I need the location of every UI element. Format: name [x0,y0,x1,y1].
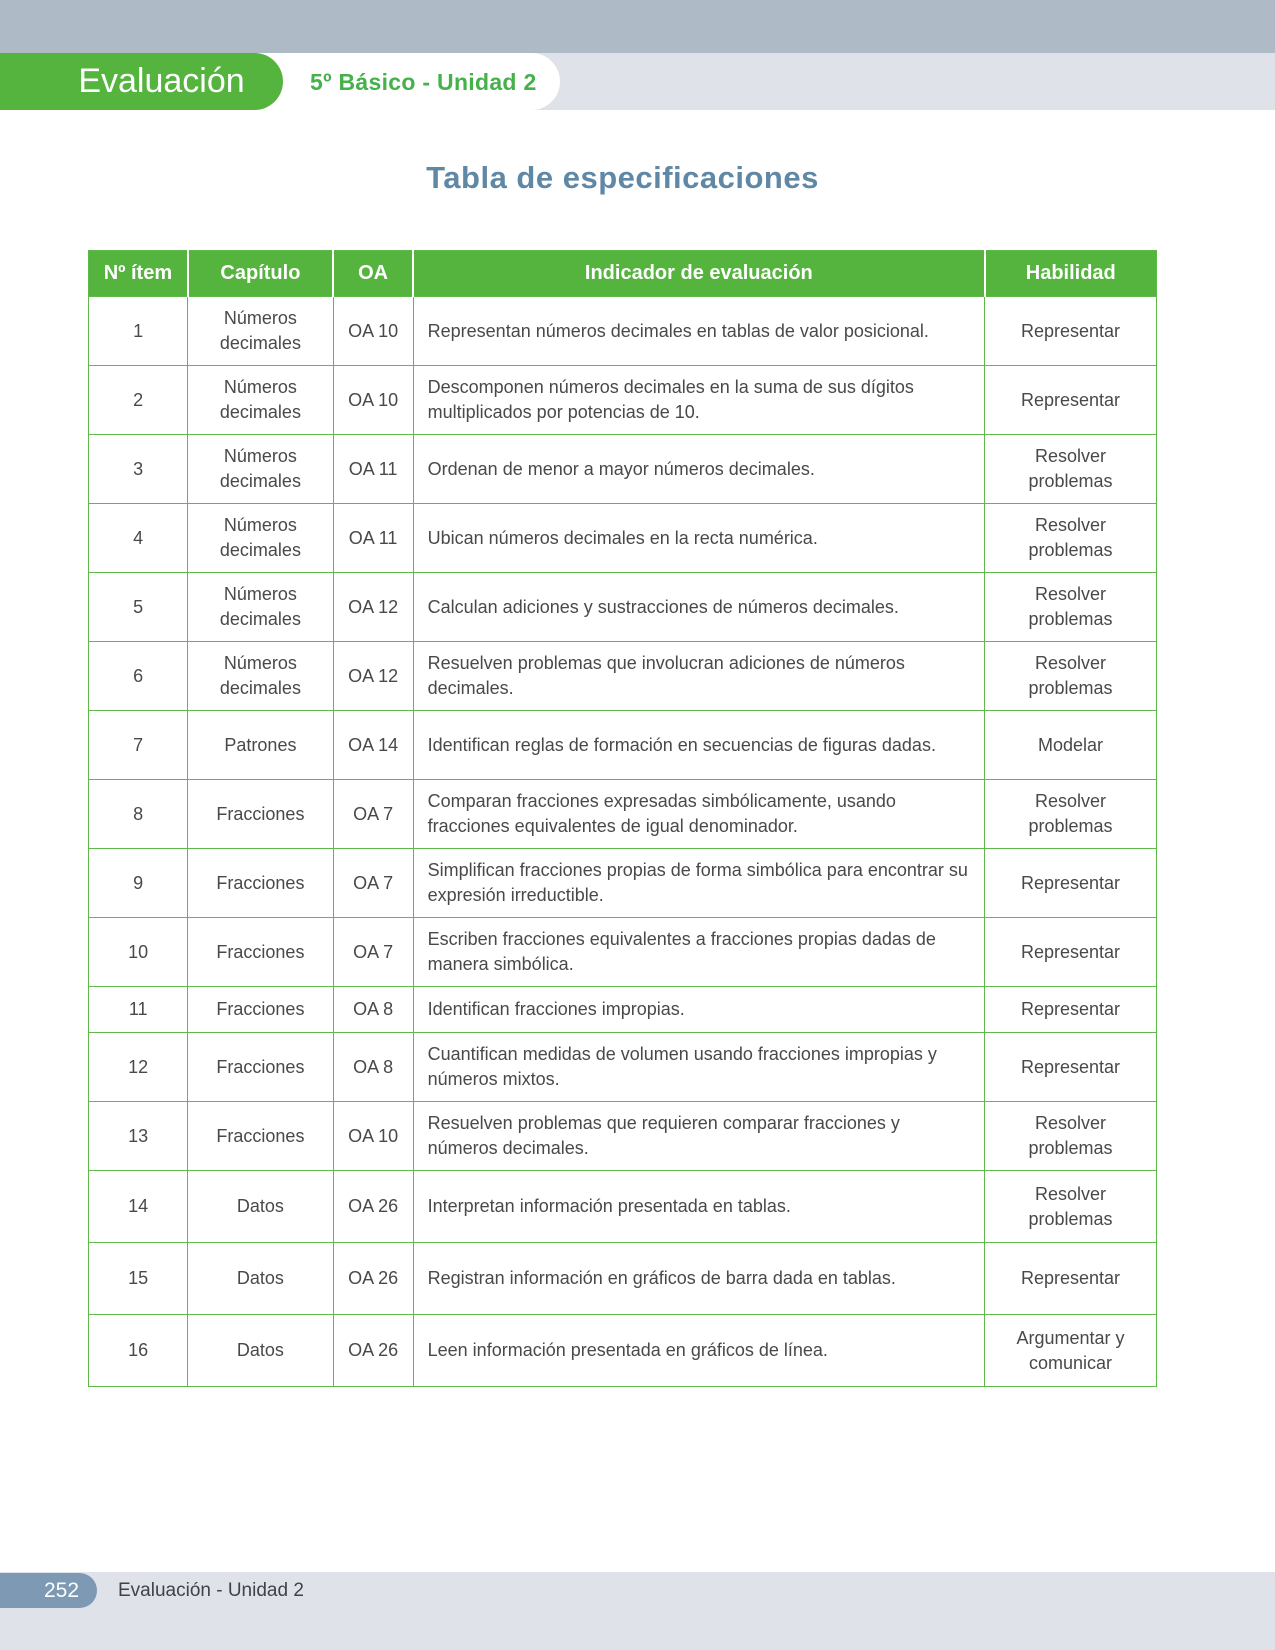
cell-oa: OA 26 [333,1171,413,1243]
cell-habilidad: Argumentar y comunicar [985,1315,1157,1387]
table-row [89,435,1157,504]
cell-indicador: Resuelven problemas que involucran adiciones de números decimales. [413,642,984,711]
cell-capitulo: Fracciones [188,1102,333,1171]
cell-oa: OA 10 [333,366,413,435]
cell-capitulo: Fracciones [188,918,333,987]
cell-oa: OA 26 [333,1243,413,1315]
cell-habilidad: Representar [985,297,1157,366]
cell-item-number: 8 [89,780,188,849]
cell-oa: OA 7 [333,918,413,987]
cell-oa: OA 7 [333,780,413,849]
cell-indicador: Cuantifican medidas de volumen usando fracciones impropias y números mixtos. [413,1033,984,1102]
cell-indicador: Resuelven problemas que requieren comparar fracciones y números decimales. [413,1102,984,1171]
table-row [89,1033,1157,1102]
cell-item-number: 4 [89,504,188,573]
cell-oa: OA 12 [333,642,413,711]
cell-oa: OA 11 [333,435,413,504]
cell-indicador: Leen información presentada en gráficos de línea. [413,1315,984,1387]
table-header-row [89,251,1157,297]
page-header [0,53,1275,110]
cell-habilidad: Resolver problemas [985,780,1157,849]
table-row [89,1315,1157,1387]
table-row [89,918,1157,987]
cell-oa: OA 8 [333,1033,413,1102]
cell-capitulo: Números decimales [188,573,333,642]
cell-oa: OA 10 [333,297,413,366]
page-footer [0,1572,1275,1650]
cell-capitulo: Números decimales [188,504,333,573]
cell-indicador: Calculan adiciones y sustracciones de números decimales. [413,573,984,642]
footer-label: Evaluación - Unidad 2 [118,1580,304,1601]
cell-item-number: 2 [89,366,188,435]
cell-capitulo: Fracciones [188,1033,333,1102]
cell-habilidad: Resolver problemas [985,642,1157,711]
cell-oa: OA 11 [333,504,413,573]
cell-oa: OA 10 [333,1102,413,1171]
cell-indicador: Registran información en gráficos de barra dada en tablas. [413,1243,984,1315]
table-row [89,1102,1157,1171]
cell-item-number: 14 [89,1171,188,1243]
cell-item-number: 5 [89,573,188,642]
cell-indicador: Representan números decimales en tablas de valor posicional. [413,297,984,366]
cell-capitulo: Datos [188,1315,333,1387]
table-row [89,780,1157,849]
cell-capitulo: Fracciones [188,987,333,1033]
cell-item-number: 10 [89,918,188,987]
table-row [89,711,1157,780]
table-row [89,987,1157,1033]
table-row [89,573,1157,642]
table-row [89,849,1157,918]
cell-habilidad: Representar [985,1243,1157,1315]
cell-item-number: 11 [89,987,188,1033]
cell-item-number: 15 [89,1243,188,1315]
page-title: Tabla de especificaciones [426,160,819,195]
cell-capitulo: Fracciones [188,849,333,918]
top-gray-band [0,0,1275,53]
col-header-habilidad: Habilidad [985,251,1157,297]
cell-oa: OA 26 [333,1315,413,1387]
cell-item-number: 16 [89,1315,188,1387]
specifications-table [88,250,1157,1387]
cell-indicador: Simplifican fracciones propias de forma simbólica para encontrar su expresión irreductible. [413,849,984,918]
cell-habilidad: Resolver problemas [985,435,1157,504]
cell-habilidad: Representar [985,1033,1157,1102]
cell-item-number: 6 [89,642,188,711]
cell-capitulo: Datos [188,1243,333,1315]
cell-indicador: Comparan fracciones expresadas simbólicamente, usando fracciones equivalentes de igual denominador. [413,780,984,849]
cell-oa: OA 14 [333,711,413,780]
cell-capitulo: Patrones [188,711,333,780]
cell-habilidad: Modelar [985,711,1157,780]
unit-subtitle: 5º Básico - Unidad 2 [310,69,537,95]
cell-indicador: Identifican fracciones impropias. [413,987,984,1033]
cell-indicador: Interpretan información presentada en tablas. [413,1171,984,1243]
col-header-indicador: Indicador de evaluación [413,251,984,297]
table-row [89,297,1157,366]
cell-capitulo: Números decimales [188,297,333,366]
table-row [89,642,1157,711]
cell-capitulo: Datos [188,1171,333,1243]
cell-habilidad: Representar [985,849,1157,918]
cell-oa: OA 7 [333,849,413,918]
cell-item-number: 3 [89,435,188,504]
cell-indicador: Escriben fracciones equivalentes a fracciones propias dadas de manera simbólica. [413,918,984,987]
cell-oa: OA 12 [333,573,413,642]
cell-habilidad: Representar [985,987,1157,1033]
cell-indicador: Ordenan de menor a mayor números decimales. [413,435,984,504]
cell-habilidad: Resolver problemas [985,504,1157,573]
cell-capitulo: Fracciones [188,780,333,849]
cell-capitulo: Números decimales [188,642,333,711]
cell-oa: OA 8 [333,987,413,1033]
cell-habilidad: Resolver problemas [985,1102,1157,1171]
cell-indicador: Ubican números decimales en la recta numérica. [413,504,984,573]
table-row [89,1243,1157,1315]
cell-habilidad: Resolver problemas [985,573,1157,642]
evaluation-tab-label: Evaluación [78,62,245,100]
cell-indicador: Identifican reglas de formación en secuencias de figuras dadas. [413,711,984,780]
cell-item-number: 1 [89,297,188,366]
cell-capitulo: Números decimales [188,435,333,504]
table-row [89,1171,1157,1243]
table-row [89,504,1157,573]
cell-habilidad: Representar [985,366,1157,435]
page-number-pill [0,1573,97,1608]
cell-item-number: 9 [89,849,188,918]
cell-habilidad: Resolver problemas [985,1171,1157,1243]
cell-habilidad: Representar [985,918,1157,987]
cell-item-number: 7 [89,711,188,780]
col-header-oa: OA [333,251,413,297]
cell-indicador: Descomponen números decimales en la suma de sus dígitos multiplicados por potencias de 10. [413,366,984,435]
cell-item-number: 12 [89,1033,188,1102]
cell-capitulo: Números decimales [188,366,333,435]
cell-item-number: 13 [89,1102,188,1171]
col-header-capitulo: Capítulo [188,251,333,297]
table-row [89,366,1157,435]
col-header-item: Nº ítem [89,251,188,297]
page-number: 252 [43,1579,80,1602]
evaluation-tab [0,53,283,110]
